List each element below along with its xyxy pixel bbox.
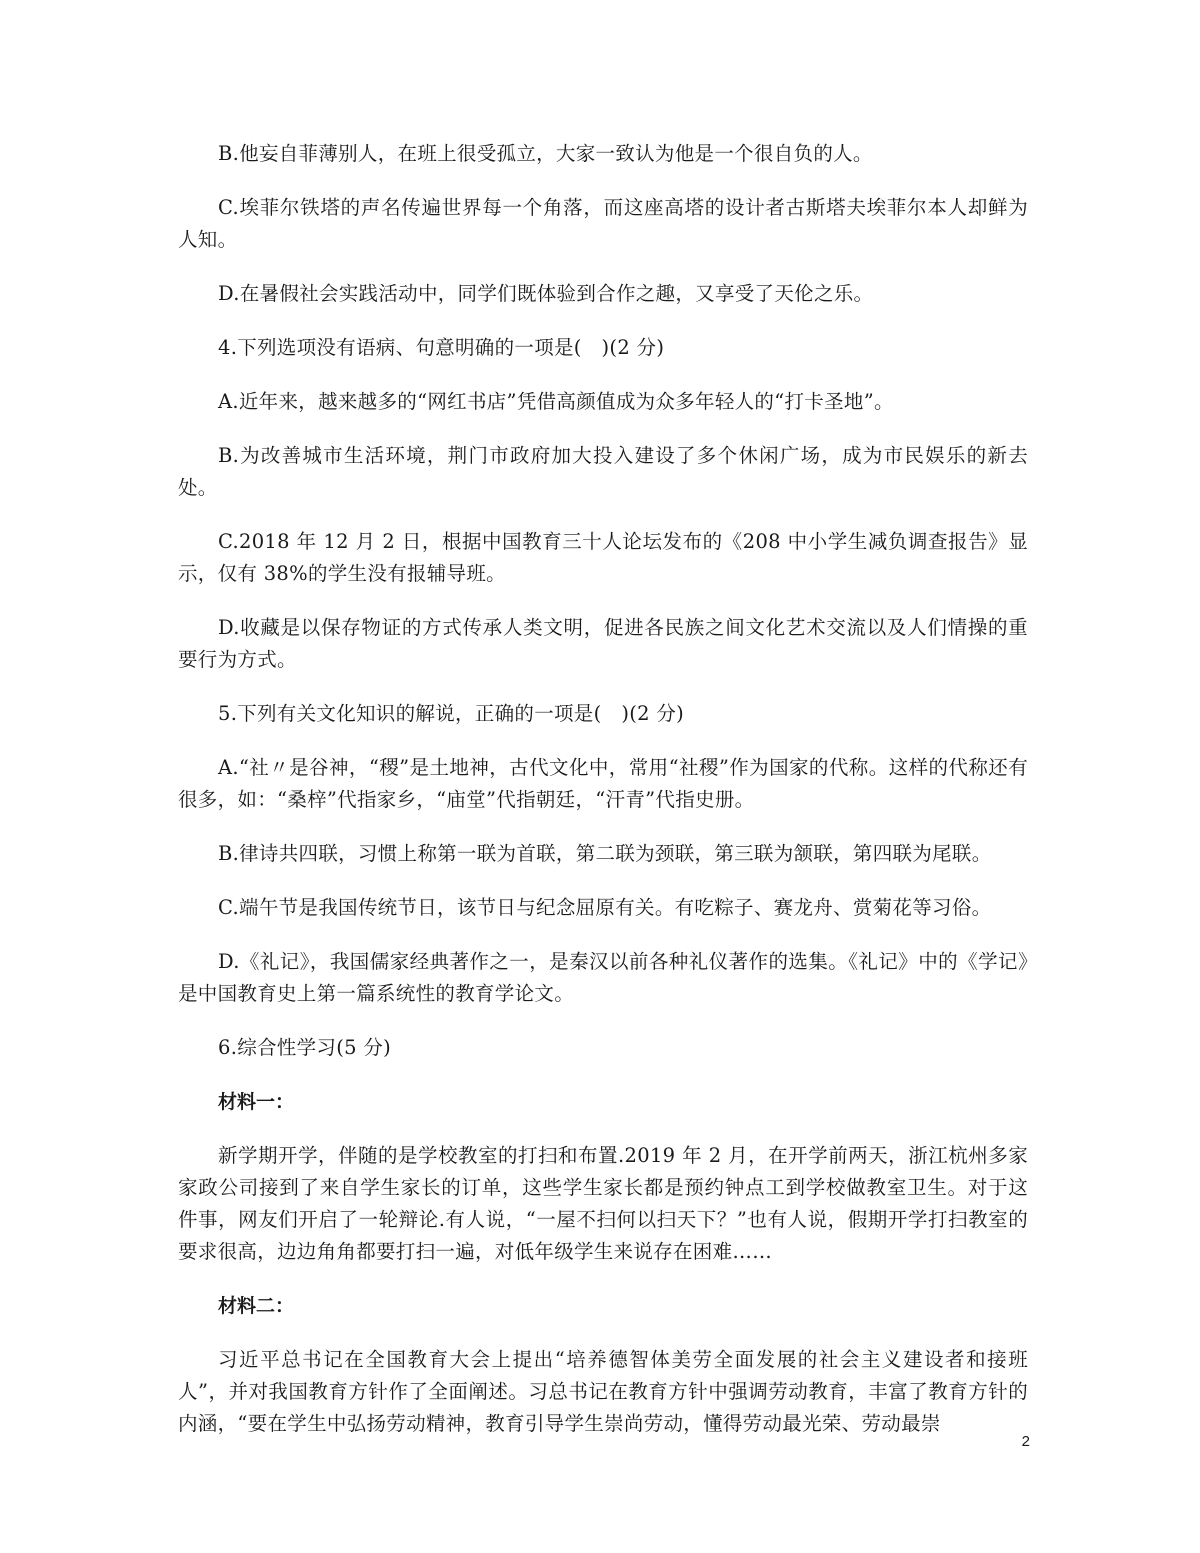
page-number: 2 <box>1021 1433 1030 1450</box>
document-body <box>178 138 1028 1462</box>
option-5b: B.律诗共四联，习惯上称第一联为首联，第二联为颈联，第三联为颔联，第四联为尾联。 <box>218 842 992 865</box>
material-2-text: 习近平总书记在全国教育大会上提出“培养德智体美劳全面发展的社会主义建设者和接班人”，并对我国教育方针作了全面阐述。习总书记在教育方针中强调劳动教育，丰富了教育方针的内涵，“要在学生中弘扬劳动精神，教育引导学生崇尚劳动，懂得劳动最光荣、劳动最崇 <box>178 1348 1028 1435</box>
option-5a: A.“社〃是谷神，“稷”是土地神，古代文化中，常用“社稷”作为国家的代称。这样的代称还有很多，如：“桑梓”代指家乡，“庙堂”代指朝廷，“汗青”代指史册。 <box>178 756 1028 811</box>
option-4b: B.为改善城市生活环境，荆门市政府加大投入建设了多个休闲广场，成为市民娱乐的新去处。 <box>178 444 1028 499</box>
material-1-heading: 材料一： <box>218 1091 295 1113</box>
material-2-heading: 材料二： <box>218 1295 295 1317</box>
option-3d: D.在暑假社会实践活动中，同学们既体验到合作之趣，又享受了天伦之乐。 <box>218 282 874 305</box>
question-5: 5.下列有关文化知识的解说，正确的一项是( )(2 分) <box>218 702 685 725</box>
question-6: 6.综合性学习(5 分) <box>218 1036 392 1059</box>
question-4: 4.下列选项没有语病、句意明确的一项是( )(2 分) <box>218 336 665 359</box>
option-3b: B.他妄自菲薄别人，在班上很受孤立，大家一致认为他是一个很自负的人。 <box>218 142 873 165</box>
option-4c: C.2018 年 12 月 2 日，根据中国教育三十人论坛发布的《208 中小学生减负调查报告》显示，仅有 38%的学生没有报辅导班。 <box>178 530 1028 585</box>
option-3c: C.埃菲尔铁塔的声名传遍世界每一个角落，而这座高塔的设计者古斯塔夫埃菲尔本人却鲜为人知。 <box>178 196 1028 251</box>
option-4d: D.收藏是以保存物证的方式传承人类文明，促进各民族之间文化艺术交流以及人们情操的重要行为方式。 <box>178 616 1028 671</box>
option-4a: A.近年来，越来越多的“网红书店”凭借高颜值成为众多年轻人的“打卡圣地”。 <box>218 390 894 413</box>
option-5d: D.《礼记》，我国儒家经典著作之一，是秦汉以前各种礼仪著作的选集。《礼记》中的《学记》是中国教育史上第一篇系统性的教育学论文。 <box>178 950 1028 1005</box>
option-5c: C.端午节是我国传统节日，该节日与纪念屈原有关。有吃粽子、赛龙舟、赏菊花等习俗。 <box>218 896 992 919</box>
material-1-text: 新学期开学，伴随的是学校教室的打扫和布置.2019 年 2 月，在开学前两天，浙江杭州多家家政公司接到了来自学生家长的订单，这些学生家长都是预约钟点工到学校做教室卫生。对于这件事，网友们开启了一轮辩论.有人说，“一屋不扫何以扫天下？”也有人说，假期开学打扫教室的要求很高，边边角角都要打扫一遍，对低年级学生来说存在困难…… <box>178 1144 1028 1263</box>
